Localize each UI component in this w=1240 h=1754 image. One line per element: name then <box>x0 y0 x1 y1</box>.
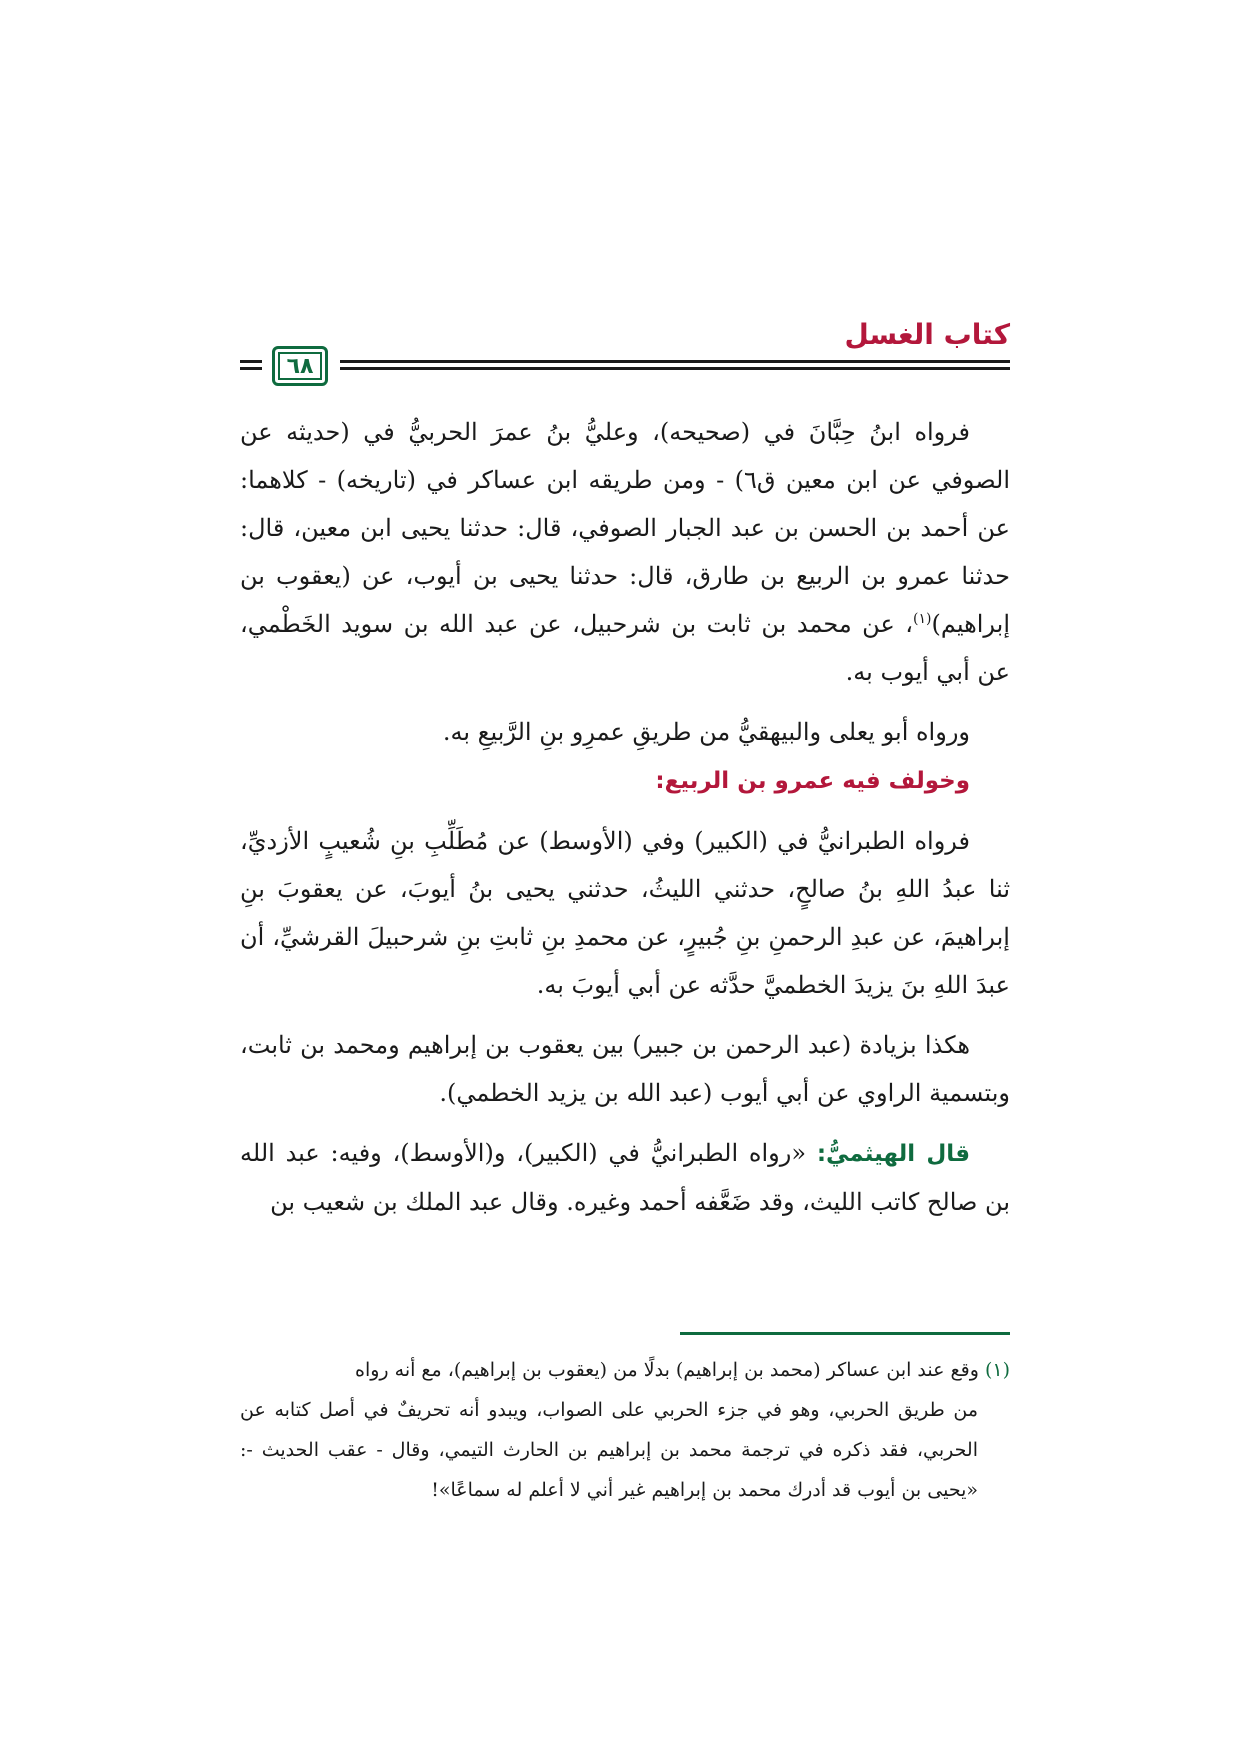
heading-text: وخولف فيه عمرو بن الربيع: <box>655 768 970 794</box>
footnote-line: له سماعًا»! <box>431 1479 523 1501</box>
page-number-frame <box>272 346 328 386</box>
text-line: عبد الله بن سويد الخَطْمي، عن أبي أيوب به. <box>240 610 1010 686</box>
footnote-reference[interactable]: (١) <box>913 611 932 627</box>
page-header <box>240 318 1010 386</box>
chapter-title: كتاب الغسل <box>844 318 1010 351</box>
paragraph-5 <box>240 1129 1010 1226</box>
main-text <box>240 408 1010 1226</box>
paragraph-4 <box>240 1021 1010 1117</box>
footnote-1 <box>240 1350 1010 1390</box>
text-line: فرواه الطبرانيُّ في (الكبير) وفي (الأوسط) عن مُطَلِّبِ بنِ شُعيبٍ الأزديِّ، <box>240 827 970 855</box>
header-rule-right-bottom <box>340 367 1010 370</box>
footnote-marker: (١) <box>984 1359 1010 1381</box>
text-line: ورواه أبو يعلى والبيهقيُّ من طريقِ عمرِو بنِ الرَّبيعِ به. <box>442 718 970 746</box>
paragraph-1 <box>240 408 1010 696</box>
text-line: فرواه ابنُ حِبَّانَ في (صحيحه)، وعليُّ بنُ عمرَ الحربيُّ في (حديثه عن <box>240 418 970 446</box>
header-rule-left-top <box>240 360 262 363</box>
text-line: أيوب، عن (يعقوب بن إبراهيم) <box>240 562 1010 638</box>
page-number: ٦٨ <box>286 353 314 379</box>
footnote-line: وقع عند ابن عساكر (محمد بن إبراهيم) بدلًا من (يعقوب بن إبراهيم)، مع أنه رواه <box>355 1359 985 1381</box>
text-line: القرشيِّ، أن عبدَ اللهِ بنَ يزيدَ الخطميَّ حدَّثه عن أبي أيوبَ به. <box>240 923 1010 999</box>
text-line: «رواه الطبرانيُّ في (الكبير)، و(الأوسط)، وفيه: عبد الله بن <box>240 1139 1010 1216</box>
text-line: إبراهيمَ، عن عبدِ الرحمنِ بنِ جُبيرٍ، عن محمدِ بنِ ثابتِ بنِ شرحبيلَ <box>367 923 1010 951</box>
footnote-line: من طريق الحربي، وهو في جزء الحربي على الصواب، ويبدو أنه تحريفٌ في <box>363 1399 978 1421</box>
text-line: الصوفي عن ابن معين ق٦) - ومن طريقه ابن عساكر في (تاريخه) - <box>318 466 1010 494</box>
text-line: كلاهما: عن أحمد بن الحسن بن عبد الجبار الصوفي، قال: حدثنا يحيى <box>240 466 1010 542</box>
header-rules <box>240 356 1010 376</box>
text-line: ثنا عبدُ اللهِ بنُ صالحٍ، حدثني الليثُ، حدثني يحيى بنُ أيوبَ، عن يعقوبَ بنِ <box>240 875 1010 903</box>
text-line: ثابت، وبتسمية الراوي عن أبي أيوب (عبد الله بن يزيد الخطمي). <box>240 1031 1010 1107</box>
footnote-line: وقال - عقب الحديث -: «يحيى بن أيوب قد أدرك محمد بن إبراهيم غير أني لا أعلم <box>240 1439 978 1501</box>
text-line: صالح كاتب الليث، وقد ضَعَّفه أحمد وغيره. وقال عبد الملك بن شعيب بن <box>270 1188 978 1216</box>
footnotes <box>240 1350 1010 1510</box>
paragraph-2 <box>240 708 1010 756</box>
section-heading <box>240 756 1010 805</box>
footnote-separator <box>680 1332 1010 1335</box>
footnote-line: أصل كتابه عن الحربي، فقد ذكره في ترجمة محمد بن إبراهيم بن الحارث التيمي، <box>240 1399 979 1461</box>
paragraph-3 <box>240 817 1010 1009</box>
text-line: ، عن محمد بن ثابت بن شرحبيل، عن <box>529 610 914 638</box>
text-line: ابن معين، قال: حدثنا عمرو بن الربيع بن طارق، قال: حدثنا يحيى بن <box>240 514 1010 590</box>
footnote-1-continued <box>240 1390 1010 1510</box>
header-rule-right-top <box>340 360 1010 363</box>
text-line: هكذا بزيادة (عبد الرحمن بن جبير) بين يعقوب بن إبراهيم ومحمد بن <box>300 1031 970 1059</box>
header-rule-left-bottom <box>240 367 262 370</box>
quoted-scholar-label: قال الهيثميُّ: <box>816 1141 971 1167</box>
